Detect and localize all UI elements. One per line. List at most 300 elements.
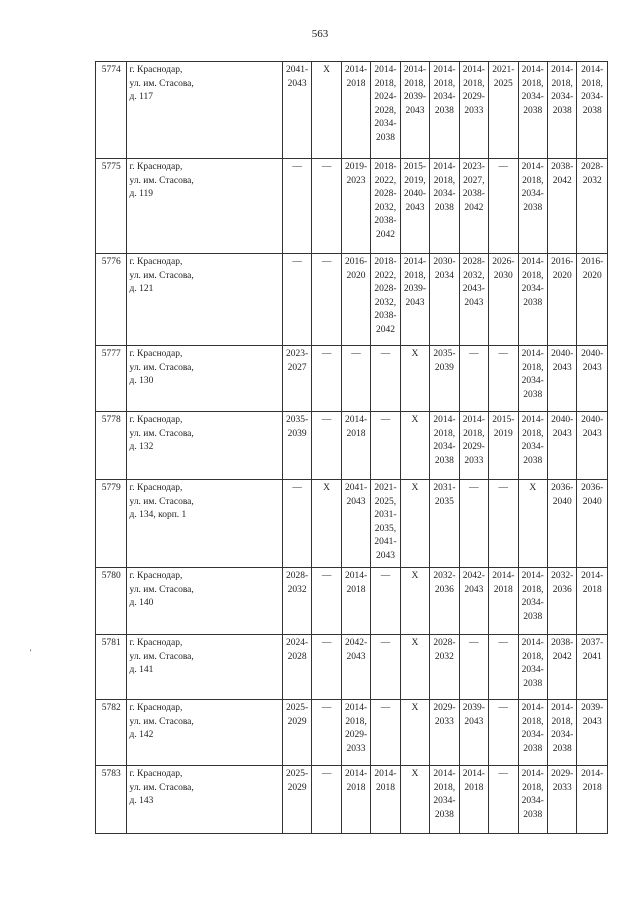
period-line: 2038 [375, 132, 395, 143]
period-cell [400, 159, 429, 254]
address-cell [127, 480, 282, 568]
period-cell [341, 568, 370, 635]
address-line: ул. им. Стасова, [129, 270, 194, 281]
period-line: 2014- [403, 65, 427, 75]
address-line: д. 130 [129, 376, 154, 386]
period-line: 2018, [345, 716, 367, 727]
period-cell [547, 159, 576, 254]
period-line: 2042 [552, 175, 572, 186]
period-line: 2018, [463, 78, 485, 89]
address-line: ул. им. Стасова, [129, 78, 194, 89]
period-line: — [469, 483, 479, 493]
period-cell [371, 635, 400, 700]
period-line: 2014- [521, 769, 544, 779]
period-line: 2015- [492, 415, 515, 425]
address-line: д. 132 [129, 442, 154, 452]
period-line: 2028- [433, 638, 456, 648]
period-cell [371, 62, 400, 159]
period-line: — [321, 769, 332, 779]
period-cell [489, 568, 518, 635]
period-line: X [323, 483, 331, 493]
period-line: 2019 [493, 428, 513, 439]
period-cell [371, 159, 400, 254]
period-cell [430, 412, 459, 480]
period-cell [577, 346, 608, 412]
period-cell [400, 346, 429, 412]
address-line: г. Краснодар, [129, 65, 183, 75]
period-cell [459, 254, 488, 346]
period-line: 2014- [521, 571, 544, 581]
period-cell [371, 254, 400, 346]
period-line: 2043 [405, 297, 425, 308]
period-line: 2038 [523, 297, 543, 308]
period-line: 2024- [286, 638, 309, 648]
period-cell [312, 346, 341, 412]
address-line: г. Краснодар, [129, 638, 183, 648]
period-line: X [411, 703, 419, 713]
period-line: 2030 [493, 270, 513, 281]
address-line: г. Краснодар, [129, 162, 183, 172]
address-line: г. Краснодар, [129, 571, 183, 581]
period-line: 2038 [582, 105, 602, 116]
period-line: 2040 [552, 496, 572, 507]
period-line: 2034- [433, 796, 456, 806]
period-line: 2018 [346, 584, 366, 595]
period-line: 2043 [552, 428, 572, 439]
period-cell [312, 700, 341, 766]
period-line: 2034 [434, 270, 454, 281]
period-cell [518, 700, 547, 766]
period-line: 2018, [433, 782, 456, 793]
period-line: 2031- [433, 483, 456, 493]
address-cell [127, 568, 282, 635]
period-cell [459, 480, 488, 568]
period-line: 2016- [551, 257, 574, 267]
period-line: 2018, [374, 78, 397, 89]
address-line: г. Краснодар, [129, 257, 183, 267]
address-line: ул. им. Стасова, [129, 362, 194, 373]
period-line: 2034- [521, 284, 544, 294]
period-cell [341, 766, 370, 834]
period-cell [489, 62, 518, 159]
period-cell [341, 254, 370, 346]
period-line: 2032, [374, 297, 397, 308]
period-line: 2033 [552, 782, 572, 793]
period-line: X [411, 638, 419, 648]
address-line: ул. им. Стасова, [129, 175, 194, 186]
period-cell [518, 412, 547, 480]
period-line: 2018, [522, 78, 544, 89]
table-row [96, 700, 608, 766]
period-line: 2028- [581, 162, 604, 172]
period-line: 2014- [344, 571, 368, 581]
period-line: 2034- [551, 92, 574, 102]
period-cell [518, 766, 547, 834]
period-line: 2018, [433, 78, 456, 89]
period-line: 2038 [434, 455, 454, 466]
period-line: — [321, 571, 332, 581]
period-cell [547, 62, 576, 159]
address-line: ул. им. Стасова, [129, 428, 194, 439]
table-row [96, 568, 608, 635]
row-number: 5775 [96, 159, 127, 254]
period-line: 2028 [287, 651, 307, 662]
period-line: 2040- [551, 349, 574, 359]
period-line: 2021- [374, 483, 397, 493]
period-line: 2038- [374, 216, 397, 226]
period-cell [371, 568, 400, 635]
period-line: — [292, 257, 302, 267]
period-line: 2030- [433, 257, 456, 267]
period-line: 2034- [374, 119, 397, 129]
period-line: — [498, 349, 509, 359]
period-line: 2014- [374, 65, 397, 75]
address-line: г. Краснодар, [129, 483, 183, 493]
period-line: 2022, [374, 175, 397, 186]
period-line: 2043- [462, 284, 485, 294]
period-line: 2034- [521, 665, 544, 675]
period-line: 2025- [286, 703, 309, 713]
period-line: 2033 [346, 743, 366, 754]
period-cell [518, 480, 547, 568]
period-line: 2041 [582, 651, 602, 662]
address-cell [127, 635, 282, 700]
period-line: 2014- [462, 65, 485, 75]
table-row [96, 480, 608, 568]
address-line: д. 134, корп. 1 [129, 510, 187, 520]
period-cell [400, 412, 429, 480]
period-cell [312, 254, 341, 346]
row-number: 5774 [96, 62, 127, 159]
row-number: 5778 [96, 412, 127, 480]
period-cell [547, 635, 576, 700]
address-line: д. 121 [129, 284, 154, 294]
period-cell [282, 635, 311, 700]
row-number: 5782 [96, 700, 127, 766]
period-line: — [498, 769, 509, 779]
period-cell [430, 346, 459, 412]
period-line: 2032- [433, 571, 456, 581]
period-cell [341, 62, 370, 159]
period-line: 2034- [521, 92, 544, 102]
period-cell [489, 346, 518, 412]
address-line: ул. им. Стасова, [129, 716, 194, 727]
period-cell [312, 159, 341, 254]
period-line: 2031- [374, 510, 397, 520]
period-cell [518, 159, 547, 254]
period-cell [518, 254, 547, 346]
period-cell [547, 700, 576, 766]
period-cell [518, 568, 547, 635]
period-line: 2028- [374, 284, 397, 294]
period-line: 2042 [464, 202, 484, 213]
period-line: 2028- [374, 189, 397, 199]
period-cell [371, 346, 400, 412]
period-line: 2014- [521, 415, 544, 425]
period-line: 2018 [582, 584, 602, 595]
period-line: 2018, [522, 175, 544, 186]
period-line: 2038- [374, 311, 397, 321]
period-line: 2018, [404, 270, 426, 281]
period-line: 2034- [521, 376, 544, 386]
period-line: — [321, 162, 332, 172]
period-cell [312, 412, 341, 480]
address-line: д. 117 [129, 92, 153, 102]
period-cell [371, 412, 400, 480]
period-cell [312, 635, 341, 700]
row-number: 5777 [96, 346, 127, 412]
period-cell [430, 159, 459, 254]
period-cell [430, 254, 459, 346]
period-cell [282, 480, 311, 568]
period-line: 2025- [286, 769, 309, 779]
period-line: 2014- [344, 65, 368, 75]
period-line: 2014- [344, 703, 368, 713]
period-line: 2043 [405, 105, 425, 116]
period-line: 2018, [522, 270, 544, 281]
table-row [96, 412, 608, 480]
period-line: 2038 [552, 105, 572, 116]
period-line: 2025, [374, 496, 397, 507]
period-line: — [469, 638, 479, 648]
housing-register-table [95, 61, 608, 834]
period-line: 2020 [346, 270, 366, 281]
period-line: X [411, 571, 419, 581]
period-line: 2014- [433, 65, 456, 75]
period-line: 2036- [551, 483, 574, 493]
period-line: 2040- [551, 415, 574, 425]
period-line: 2043 [287, 78, 307, 89]
period-line: — [380, 703, 391, 713]
period-line: 2038 [523, 455, 543, 466]
period-cell [430, 700, 459, 766]
period-cell [282, 254, 311, 346]
period-line: X [323, 65, 331, 75]
address-cell [127, 412, 282, 480]
period-line: 2016- [344, 257, 368, 267]
period-line: 2033 [464, 455, 484, 466]
period-line: 2032, [374, 202, 397, 213]
period-line: 2041- [344, 483, 368, 493]
period-line: — [321, 415, 332, 425]
period-line: 2029- [462, 92, 485, 102]
period-line: 2018 [346, 78, 366, 89]
period-line: 2038 [434, 105, 454, 116]
period-line: 2018, [522, 651, 544, 662]
period-line: 2020 [552, 270, 572, 281]
period-cell [459, 346, 488, 412]
period-cell [400, 635, 429, 700]
period-cell [547, 568, 576, 635]
period-line: 2038 [523, 809, 543, 820]
period-line: 2043 [464, 297, 484, 308]
period-line: 2043 [375, 550, 395, 561]
period-cell [459, 568, 488, 635]
period-cell [547, 254, 576, 346]
period-cell [400, 480, 429, 568]
period-cell [459, 159, 488, 254]
period-line: 2029- [462, 442, 485, 452]
period-line: 2042 [552, 651, 572, 662]
period-line: 2014- [374, 769, 397, 779]
period-line: 2042- [344, 638, 368, 648]
period-line: — [321, 638, 332, 648]
period-line: 2035, [374, 523, 397, 534]
period-line: 2018- [374, 257, 397, 267]
period-line: 2038- [551, 638, 574, 648]
period-cell [371, 480, 400, 568]
period-cell [282, 62, 311, 159]
period-line: 2029- [344, 730, 368, 740]
period-cell [489, 635, 518, 700]
period-line: 2014- [521, 65, 544, 75]
period-line: 2014- [521, 162, 544, 172]
period-line: X [411, 415, 419, 425]
row-number: 5783 [96, 766, 127, 834]
period-cell [282, 159, 311, 254]
period-line: 2036 [434, 584, 454, 595]
period-cell [547, 412, 576, 480]
period-line: 2019- [344, 162, 368, 172]
address-line: д. 142 [129, 730, 154, 740]
period-line: 2014- [581, 769, 604, 779]
period-line: 2018, [433, 175, 456, 186]
address-line: г. Краснодар, [129, 703, 183, 713]
period-cell [489, 700, 518, 766]
period-cell [312, 766, 341, 834]
period-line: 2029- [551, 769, 574, 779]
period-cell [400, 568, 429, 635]
period-line: 2021- [492, 65, 515, 75]
period-cell [459, 635, 488, 700]
period-line: 2014- [581, 65, 604, 75]
period-line: 2038 [523, 105, 543, 116]
period-cell [547, 480, 576, 568]
period-line: 2043 [552, 362, 572, 373]
period-cell [400, 254, 429, 346]
period-line: 2028, [374, 105, 397, 116]
period-line: 2014- [551, 703, 574, 713]
period-line: 2014- [462, 769, 485, 779]
period-line: 2038 [434, 809, 454, 820]
period-cell [341, 346, 370, 412]
address-cell [127, 766, 282, 834]
period-line: 2014- [521, 349, 544, 359]
period-line: X [411, 349, 419, 359]
period-line: 2029- [433, 703, 456, 713]
period-cell [312, 568, 341, 635]
period-line: 2035- [286, 415, 309, 425]
period-line: — [380, 415, 391, 425]
address-line: ул. им. Стасова, [129, 651, 194, 662]
period-line: 2028- [286, 571, 309, 581]
period-cell [489, 480, 518, 568]
period-line: 2038 [523, 678, 543, 689]
period-line: 2040- [581, 415, 604, 425]
period-cell [577, 700, 608, 766]
address-cell [127, 62, 282, 159]
address-line: д. 141 [129, 665, 154, 675]
period-line: 2029 [287, 782, 307, 793]
table-row [96, 635, 608, 700]
period-cell [518, 62, 547, 159]
period-line: 2019, [404, 175, 426, 186]
period-line: 2043 [346, 496, 366, 507]
margin-mark: ' [30, 648, 32, 657]
address-line: г. Краснодар, [129, 769, 183, 779]
period-line: 2039- [462, 703, 485, 713]
period-line: 2034- [521, 730, 544, 740]
period-line: 2027, [463, 175, 485, 186]
period-line: — [498, 162, 509, 172]
period-line: 2014- [344, 769, 368, 779]
address-cell [127, 700, 282, 766]
period-line: 2043 [582, 362, 602, 373]
period-line: 2032, [463, 270, 485, 281]
period-cell [577, 254, 608, 346]
address-line: д. 140 [129, 598, 154, 608]
address-cell [127, 159, 282, 254]
period-line: 2034- [581, 92, 604, 102]
period-line: 2041- [374, 537, 397, 547]
period-line: 2034- [521, 796, 544, 806]
period-line: 2043 [405, 202, 425, 213]
period-line: 2040 [582, 496, 602, 507]
period-line: 2039 [434, 362, 454, 373]
period-cell [518, 346, 547, 412]
period-line: — [351, 349, 361, 359]
address-line: д. 119 [129, 189, 153, 199]
period-cell [400, 766, 429, 834]
period-cell [577, 480, 608, 568]
period-line: 2035 [434, 496, 454, 507]
table-row [96, 766, 608, 834]
period-line: 2014- [433, 769, 456, 779]
period-line: 2023- [286, 349, 309, 359]
period-line: 2038 [523, 389, 543, 400]
period-line: 2014- [581, 571, 604, 581]
period-line: 2022, [374, 270, 397, 281]
period-line: 2034- [433, 442, 456, 452]
period-cell [577, 635, 608, 700]
address-cell [127, 346, 282, 412]
period-line: 2043 [464, 716, 484, 727]
period-line: 2014- [344, 415, 368, 425]
period-line: 2043 [346, 651, 366, 662]
period-line: 2018, [551, 78, 573, 89]
period-line: 2038- [462, 189, 485, 199]
period-line: 2034- [551, 730, 574, 740]
period-line: — [321, 703, 332, 713]
period-line: 2014- [403, 257, 427, 267]
period-cell [371, 700, 400, 766]
period-cell [518, 635, 547, 700]
row-number: 5780 [96, 568, 127, 635]
period-line: 2036 [552, 584, 572, 595]
period-line: — [498, 703, 509, 713]
address-cell [127, 254, 282, 346]
period-line: 2038 [523, 743, 543, 754]
period-cell [430, 568, 459, 635]
period-line: 2018, [522, 584, 544, 595]
period-cell [430, 480, 459, 568]
period-line: 2034- [433, 92, 456, 102]
address-line: ул. им. Стасова, [129, 782, 194, 793]
period-line: 2042- [462, 571, 485, 581]
period-cell [312, 62, 341, 159]
period-line: — [292, 483, 302, 493]
period-line: 2034- [521, 189, 544, 199]
